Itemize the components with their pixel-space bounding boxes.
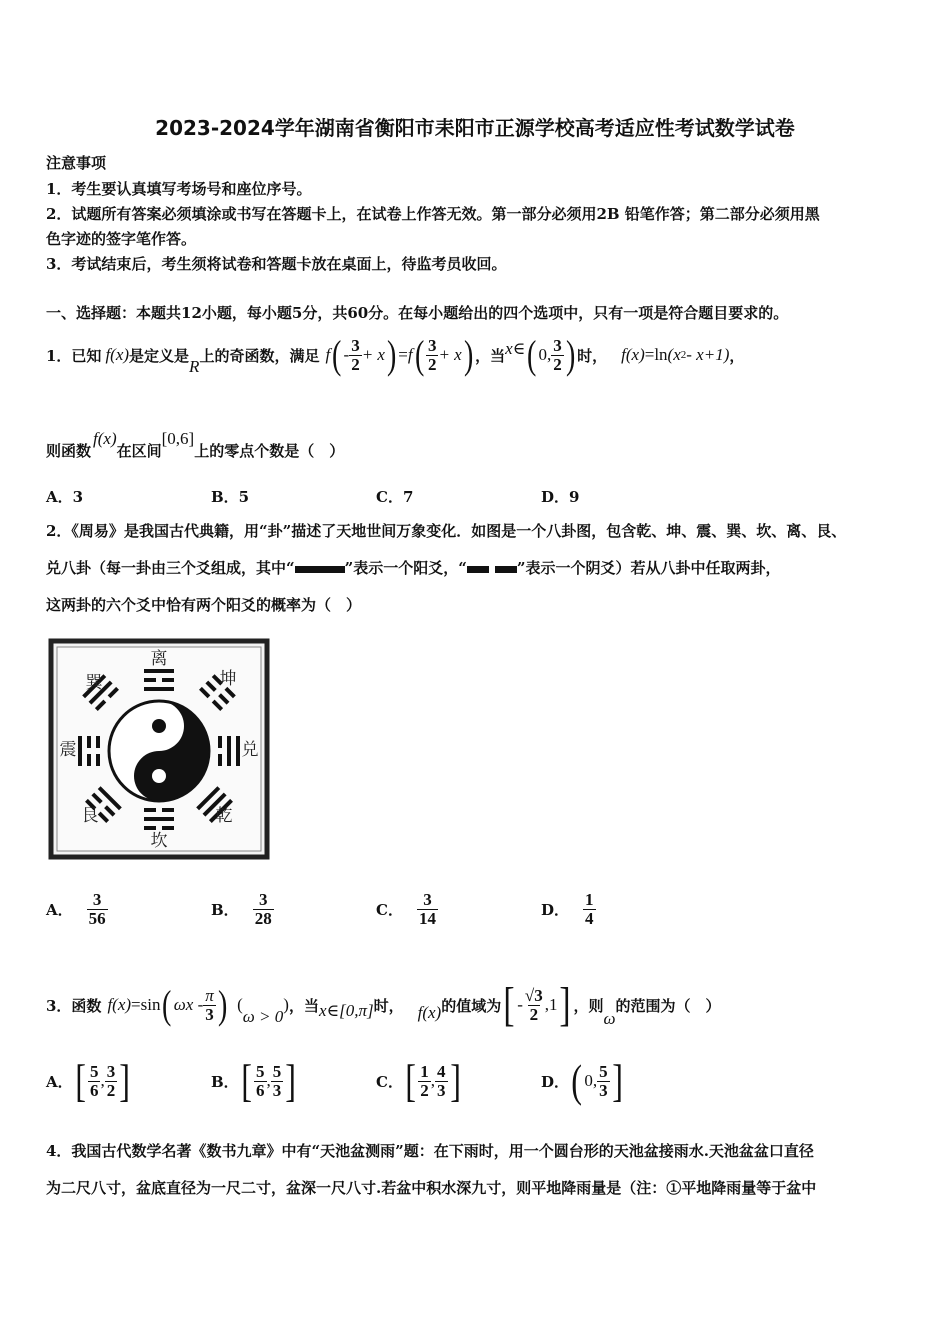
- q3-option-b[interactable]: B． [ $\frac{5}{6}$ , $\frac{5}{3}$ ]: [211, 1055, 297, 1106]
- q3-option-d[interactable]: D． ( 0, $\frac{5}{3}$ ]: [541, 1055, 623, 1106]
- q2-option-b[interactable]: B． $\frac{3}{28}$: [211, 889, 272, 928]
- notice-item-3: 3．考试结束后，考生须将试卷和答题卡放在桌面上，待监考员收回。: [46, 255, 507, 273]
- fraction-3-2: $\frac{3}{2}$: [553, 335, 562, 374]
- bagua-svg: [48, 638, 270, 860]
- q1-option-c[interactable]: C．7: [376, 488, 414, 506]
- question-2-line-3: 这两卦的六个爻中恰有两个阳爻的概率为（ ）: [46, 596, 362, 614]
- label-qian: 乾: [215, 806, 233, 826]
- label-gen: 艮: [81, 806, 99, 826]
- question-1-line-1: 1．已知 f(x) 是定义是 R 上的奇函数，满足 f ( - $\frac{3}{2}$ + x ) = f ( $\frac{3}{2}$ + x ) ，当 x∈ ( 0, $\frac{3}{2}$ ) 时， f(x) =ln (x 2 - x+1) ，: [46, 332, 745, 377]
- question-2-line-1: 2．《周易》是我国古代典籍，用“卦”描述了天地世间万象变化．如图是一个八卦图，包含乾、坤、震、巽、坎、离、艮、: [46, 522, 847, 540]
- page-title: 2023-2024学年湖南省衡阳市耒阳市正源学校高考适应性考试数学试卷: [155, 116, 795, 140]
- yang-line-icon: [295, 566, 345, 573]
- q2-option-d[interactable]: D． $\frac{1}{4}$: [541, 889, 594, 928]
- q2-option-c[interactable]: C． $\frac{3}{14}$: [376, 889, 436, 928]
- question-2-line-2: 兑八卦（每一卦由三个爻组成，其中“ ”表示一个阳爻，“ ”表示一个阴爻）若从八卦中任取两卦，: [46, 559, 781, 577]
- yin-yang-icon: [109, 701, 209, 801]
- fraction-3-2: $\frac{3}{2}$: [351, 335, 360, 374]
- q1-option-a[interactable]: A．3: [46, 488, 84, 506]
- question-4-line-1: 4．我国古代数学名著《数书九章》中有“天池盆测雨”题：在下雨时，用一个圆台形的天池盆接雨水.天池盆盆口直径: [46, 1142, 814, 1160]
- notice-heading: 注意事项: [46, 154, 107, 172]
- section-heading: 一、选择题：本题共12小题，每小题5分，共60分。在每小题给出的四个选项中，只有一项是符合题目要求的。: [46, 304, 789, 322]
- label-xun: 巽: [85, 673, 103, 693]
- question-4-line-2: 为二尺八寸，盆底直径为一尺二寸，盆深一尺八寸.若盆中积水深九寸，则平地降雨量是（注：①平地降雨量等于盆中: [46, 1179, 817, 1197]
- notice-item-2-cont: 色字迹的签字笔作答。: [46, 230, 197, 248]
- notice-item-1: 1．考生要认真填写考场号和座位序号。: [46, 180, 312, 198]
- label-li: 离: [150, 649, 168, 669]
- yin-line-icon: [495, 566, 517, 573]
- label-zhen: 震: [59, 740, 77, 760]
- q3-option-c[interactable]: C． [ $\frac{1}{2}$ , $\frac{4}{3}$ ]: [376, 1055, 461, 1106]
- question-3-line-1: 3．函数 f(x) =sin ( ωx - $\frac{\pi}{3}$ ) ( ω > 0 ) ，当 x∈[0,π] 时， f(x) 的值域为 [ - $\frac{√3}{2}$ ,1 ] ，则 ω 的范围为（ ）: [46, 978, 721, 1031]
- fraction-3-2: $\frac{3}{2}$: [427, 335, 437, 374]
- label-dui: 兑: [241, 740, 259, 760]
- bagua-diagram: [48, 638, 270, 860]
- yin-line-icon: [467, 566, 489, 573]
- q1-option-b[interactable]: B．5: [211, 488, 250, 506]
- label-kun: 坤: [219, 669, 237, 689]
- q2-option-a[interactable]: A． $\frac{3}{56}$: [46, 889, 106, 928]
- q1-option-d[interactable]: D．9: [541, 488, 580, 506]
- q3-option-a[interactable]: A． [ $\frac{5}{6}$ , $\frac{3}{2}$ ]: [46, 1055, 131, 1106]
- question-1-line-2: 则函数 f(x) 在区间 [0,6] 上的零点个数是（ ）: [46, 429, 345, 460]
- label-kan: 坎: [150, 831, 168, 851]
- notice-item-2: 2．试题所有答案必须填涂或书写在答题卡上，在试卷上作答无效。第一部分必须用2B 铅笔作答；第二部分必须用黑: [46, 205, 820, 223]
- math-fx: f(x): [105, 345, 130, 364]
